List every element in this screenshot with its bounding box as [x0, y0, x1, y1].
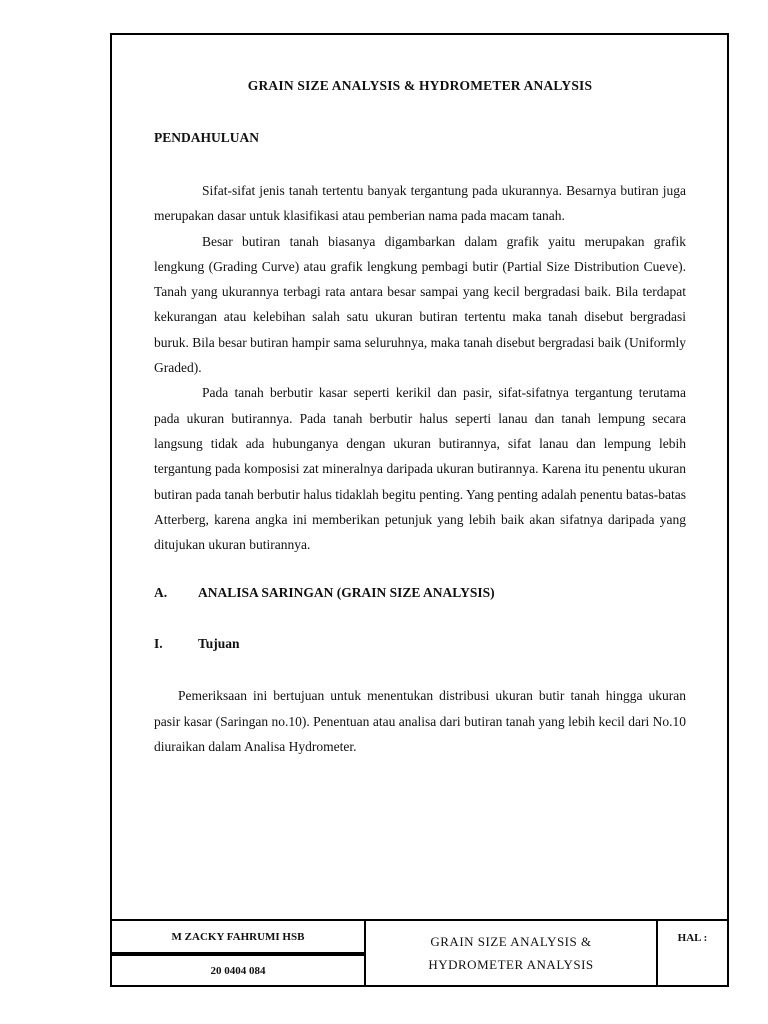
footer-student-id: 20 0404 084 [110, 954, 366, 987]
document-body [154, 75, 686, 759]
section-i-label: Tujuan [198, 636, 240, 652]
footer-title [364, 919, 658, 987]
paragraph-2: Besar butiran tanah biasanya digambarkan dalam grafik yaitu merupakan grafik lengkung (Grading Curve) atau grafik lengkung pembagi butir (Partial Size Distribution Cueve). Tanah yang ukurannya terbagi rata antara besar sampai yang kecil bergradasi baik. Bila terdapat kekurangan atau kelebihan salah satu ukuran butiran tertentu maka tanah disebut bergradasi buruk. Bila besar butiran hampir sama seluruhnya, maka tanah disebut bergradasi baik (Uniformly Graded). [154, 233, 686, 376]
footer-author-name: M ZACKY FAHRUMI HSB [110, 919, 366, 954]
paragraph-3: Pada tanah berbutir kasar seperti kerikil dan pasir, sifat-sifatnya tergantung terutama pada ukuran butirannya. Pada tanah berbutir halus seperti lanau dan tanah lempung secara langsung tidak ada hubunganya dengan ukuran butirannya, sifat lanau dan lempung lebih tergantung pada komposisi zat mineralnya daripada ukuran butirannya. Karena itu penentu ukuran butiran pada tanah berbutir halus tidaklah begitu penting. Yang penting adalah penentu batas-batas Atterberg, karena angka ini memberikan petunjuk yang lebih baik akan sifatnya daripada yang ditujukan ukuran butirannya. [154, 385, 686, 553]
section-a-heading [154, 582, 686, 604]
footer-title-line2: HYDROMETER ANALYSIS [428, 957, 594, 972]
paragraph-1: Sifat-sifat jenis tanah tertentu banyak tergantung pada ukurannya. Besarnya butiran juga merupakan dasar untuk klasifikasi atau pemberian nama pada macam tanah. [154, 183, 686, 224]
section-a-label: ANALISA SARINGAN (GRAIN SIZE ANALYSIS) [198, 585, 495, 601]
document-title: GRAIN SIZE ANALYSIS & HYDROMETER ANALYSIS [247, 78, 593, 93]
footer-table [110, 919, 729, 987]
tujuan-paragraph: Pemeriksaan ini bertujuan untuk menentukan distribusi ukuran butir tanah hingga ukuran pasir kasar (Saringan no.10). Penentuan atau analisa dari butiran tanah yang lebih kecil dari No.10 diuraikan dalam Analisa Hydrometer. [154, 688, 686, 755]
intro-heading: PENDAHULUAN [154, 130, 260, 145]
section-i-number: I. [154, 636, 163, 652]
footer-title-line1: GRAIN SIZE ANALYSIS & [430, 934, 592, 949]
section-i-heading [154, 633, 686, 655]
section-a-number: A. [154, 585, 168, 601]
footer-page-label: HAL : [656, 919, 729, 987]
